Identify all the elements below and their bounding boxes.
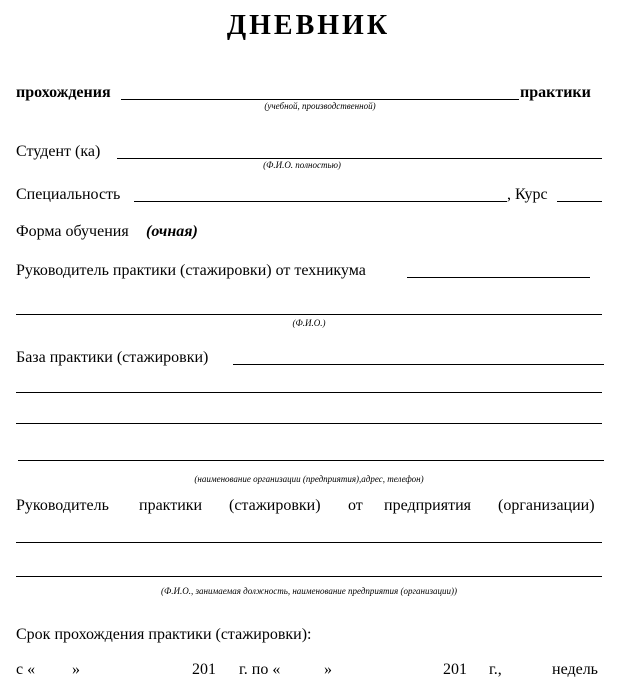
practice-base-label: База практики (стажировки)	[16, 349, 209, 366]
course-label: , Курс	[507, 186, 548, 203]
company-supervisor-field-2[interactable]	[16, 576, 602, 577]
company-supervisor-word-2: практики	[139, 497, 203, 514]
practice-type-field[interactable]	[121, 99, 519, 100]
company-supervisor-caption: (Ф.И.О., занимаемая должность, наименование предприятия (организации))	[161, 586, 457, 596]
company-supervisor-word-4: от	[348, 497, 363, 514]
period-weeks: недель	[552, 661, 598, 678]
period-year-1-suffix: г. по «	[239, 661, 281, 678]
company-supervisor-word-1: Руководитель	[16, 497, 109, 514]
practice-base-field-2[interactable]	[16, 392, 602, 393]
student-name-field[interactable]	[117, 158, 602, 159]
practice-base-field-4[interactable]	[18, 460, 604, 461]
practice-left-label: прохождения	[16, 84, 111, 101]
practice-base-field-3[interactable]	[16, 423, 602, 424]
tech-supervisor-caption: (Ф.И.О.)	[292, 318, 326, 328]
specialty-label: Специальность	[16, 186, 121, 203]
period-from-close: »	[72, 661, 80, 678]
tech-supervisor-field-2[interactable]	[16, 314, 602, 315]
student-label: Студент (ка)	[16, 143, 101, 160]
company-supervisor-word-3: (стажировки)	[229, 497, 321, 514]
practice-type-caption: (учебной, производственной)	[264, 101, 376, 111]
period-from-open: с «	[16, 661, 36, 678]
company-supervisor-word-6: (организации)	[498, 497, 595, 514]
period-to-close: »	[324, 661, 332, 678]
tech-supervisor-field-1[interactable]	[407, 277, 590, 278]
company-supervisor-field-1[interactable]	[16, 542, 602, 543]
specialty-field[interactable]	[134, 201, 507, 202]
tech-supervisor-label: Руководитель практики (стажировки) от техникума	[16, 262, 366, 279]
period-year-2: 201	[443, 661, 467, 678]
study-form-label: Форма обучения	[16, 223, 129, 240]
practice-right-label: практики	[520, 84, 591, 101]
company-supervisor-word-5: предприятия	[384, 497, 471, 514]
period-year-2-suffix: г.,	[489, 661, 502, 678]
period-label: Срок прохождения практики (стажировки):	[16, 626, 312, 643]
document-title: ДНЕВНИК	[226, 10, 391, 41]
student-caption: (Ф.И.О. полностью)	[263, 160, 341, 170]
period-year-1: 201	[192, 661, 216, 678]
practice-base-caption: (наименование организации (предприятия),адрес, телефон)	[194, 474, 424, 484]
study-form-value: (очная)	[146, 223, 198, 240]
practice-base-field-1[interactable]	[233, 364, 604, 365]
course-field[interactable]	[557, 201, 602, 202]
